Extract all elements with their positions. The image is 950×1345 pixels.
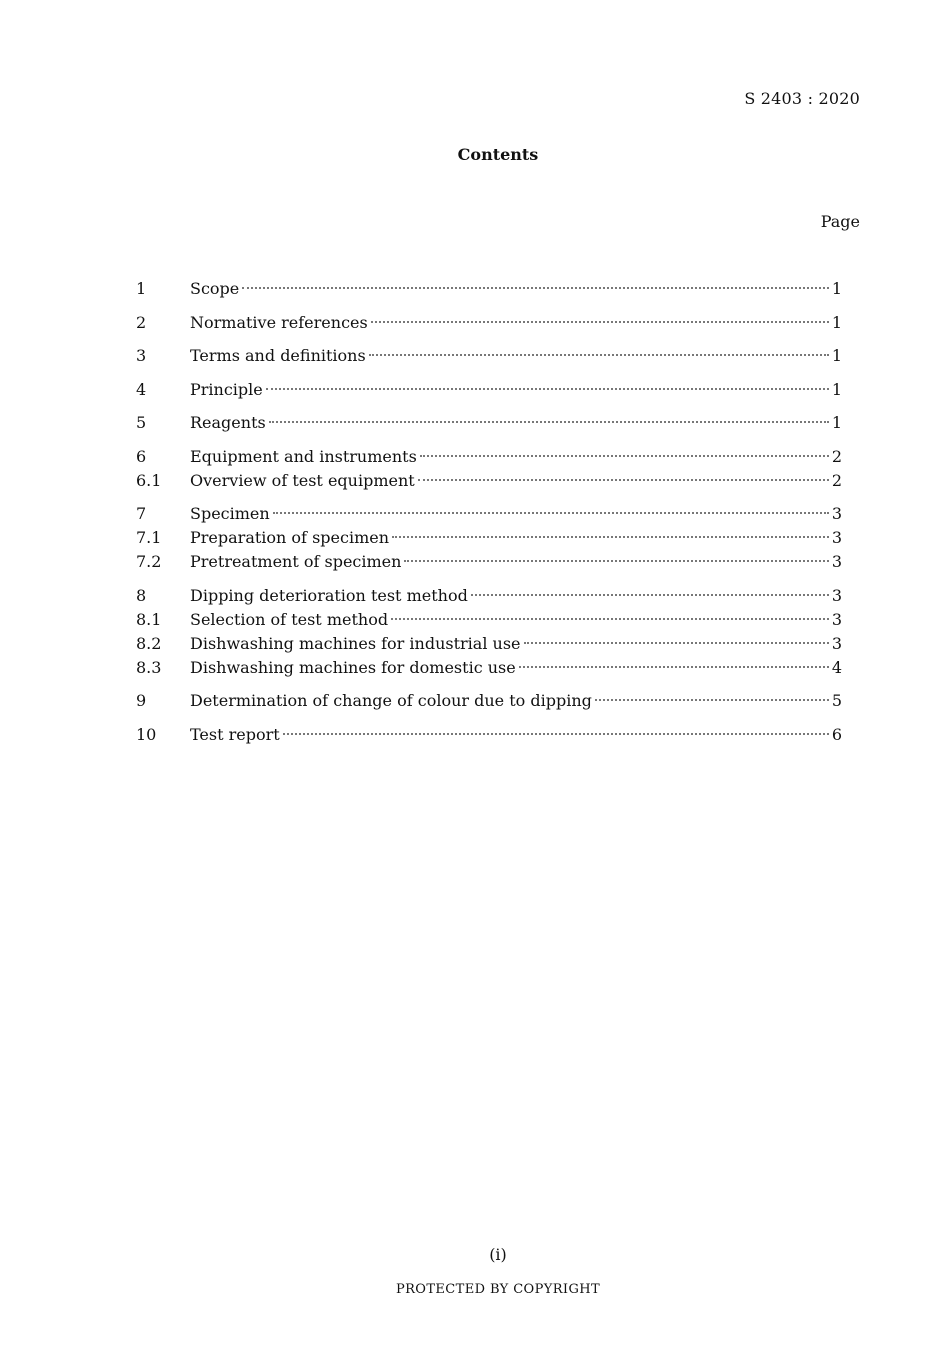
document-number: S 2403 : 2020: [744, 89, 860, 108]
toc-entry-preparation-of-specimen[interactable]: [136, 526, 842, 550]
toc-entry-page: 1: [831, 413, 842, 432]
dot-leader: [519, 666, 829, 668]
toc-entry-page: 4: [831, 657, 842, 677]
dot-leader: [420, 455, 829, 457]
toc-entry-reagents[interactable]: [136, 411, 842, 435]
dot-leader: [369, 354, 829, 356]
toc-entry-label: Preparation of specimen: [190, 528, 390, 547]
toc-entry-number: 4: [136, 379, 147, 399]
dot-leader: [392, 536, 829, 538]
dot-leader: [273, 512, 829, 514]
toc-entry-page: 6: [831, 724, 842, 744]
toc-entry-page: 3: [831, 528, 842, 547]
toc-entry-number: 8.2: [136, 633, 162, 653]
dot-leader: [266, 388, 829, 390]
toc-entry-number: 9: [136, 691, 147, 710]
dot-leader: [242, 287, 829, 289]
toc-entry-overview-of-test-equipment[interactable]: [136, 469, 842, 493]
toc-entry-number: 8.3: [136, 657, 162, 677]
dot-leader: [404, 560, 828, 562]
toc-entry-label: Scope: [190, 279, 240, 298]
dot-leader: [269, 421, 829, 423]
toc-entry-determination-of-change-of-colour[interactable]: [136, 689, 842, 713]
dot-leader: [524, 642, 829, 644]
toc-entry-pretreatment-of-specimen[interactable]: [136, 550, 842, 574]
toc-entry-number: 8: [136, 585, 147, 605]
toc-entry-number: 6.1: [136, 470, 162, 490]
toc-entry-page: 1: [831, 279, 842, 298]
page-column-header: Page: [820, 212, 860, 231]
toc-entry-dipping-deterioration-test-method[interactable]: [136, 584, 842, 608]
toc-entry-number: 3: [136, 346, 147, 365]
toc-entry-scope[interactable]: [136, 277, 842, 301]
toc-entry-number: 7: [136, 504, 147, 523]
footer-page-number: (i): [489, 1245, 507, 1264]
toc-entry-label: Dishwashing machines for industrial use: [190, 633, 521, 653]
copyright-notice: PROTECTED BY COPYRIGHT: [395, 1282, 601, 1297]
toc-entry-label: Pretreatment of specimen: [190, 552, 402, 571]
toc-entry-equipment-and-instruments[interactable]: [136, 445, 842, 469]
toc-entry-page: 3: [831, 585, 842, 605]
toc-entry-specimen[interactable]: [136, 502, 842, 526]
toc-entry-number: 2: [136, 312, 147, 332]
toc-entry-number: 7.2: [136, 552, 162, 571]
toc-entry-page: 3: [831, 633, 842, 653]
toc-entry-label: Dipping deterioration test method: [190, 585, 468, 605]
dot-leader: [471, 594, 829, 596]
dot-leader: [371, 321, 829, 323]
toc-entry-label: Selection of test method: [190, 609, 389, 629]
toc-entry-label: Dishwashing machines for domestic use: [190, 657, 516, 677]
toc-entry-page: 1: [831, 346, 842, 365]
toc-entry-number: 5: [136, 413, 147, 432]
toc-entry-label: Terms and definitions: [190, 346, 366, 365]
table-of-contents: [136, 277, 842, 747]
toc-entry-dishwashing-industrial[interactable]: [136, 632, 842, 656]
toc-entry-page: 3: [831, 609, 842, 629]
toc-entry-page: 1: [831, 312, 842, 332]
toc-entry-normative-references[interactable]: [136, 311, 842, 335]
toc-entry-label: Reagents: [190, 413, 266, 432]
page-title: Contents: [457, 145, 539, 164]
toc-entry-number: 10: [136, 724, 157, 744]
toc-entry-page: 1: [831, 379, 842, 399]
toc-entry-number: 7.1: [136, 528, 162, 547]
dot-leader: [418, 479, 829, 481]
toc-entry-page: 3: [831, 552, 842, 571]
toc-entry-dishwashing-domestic[interactable]: [136, 656, 842, 680]
toc-entry-label: Principle: [190, 379, 263, 399]
toc-entry-page: 2: [831, 470, 842, 490]
toc-entry-label: Equipment and instruments: [190, 446, 417, 466]
toc-entry-label: Overview of test equipment: [190, 470, 415, 490]
toc-entry-page: 3: [831, 504, 842, 523]
toc-entry-page: 2: [831, 446, 842, 466]
toc-entry-label: Specimen: [190, 504, 270, 523]
toc-entry-terms-and-definitions[interactable]: [136, 344, 842, 368]
toc-entry-label: Normative references: [190, 312, 368, 332]
toc-entry-label: Determination of change of colour due to dipping: [190, 691, 592, 710]
toc-entry-test-report[interactable]: [136, 723, 842, 747]
dot-leader: [391, 618, 829, 620]
toc-entry-number: 1: [136, 279, 147, 298]
toc-entry-principle[interactable]: [136, 378, 842, 402]
toc-entry-page: 5: [831, 691, 842, 710]
toc-entry-selection-of-test-method[interactable]: [136, 608, 842, 632]
toc-entry-label: Test report: [190, 724, 280, 744]
dot-leader: [283, 733, 829, 735]
toc-entry-number: 8.1: [136, 609, 162, 629]
dot-leader: [595, 699, 829, 701]
toc-entry-number: 6: [136, 446, 147, 466]
